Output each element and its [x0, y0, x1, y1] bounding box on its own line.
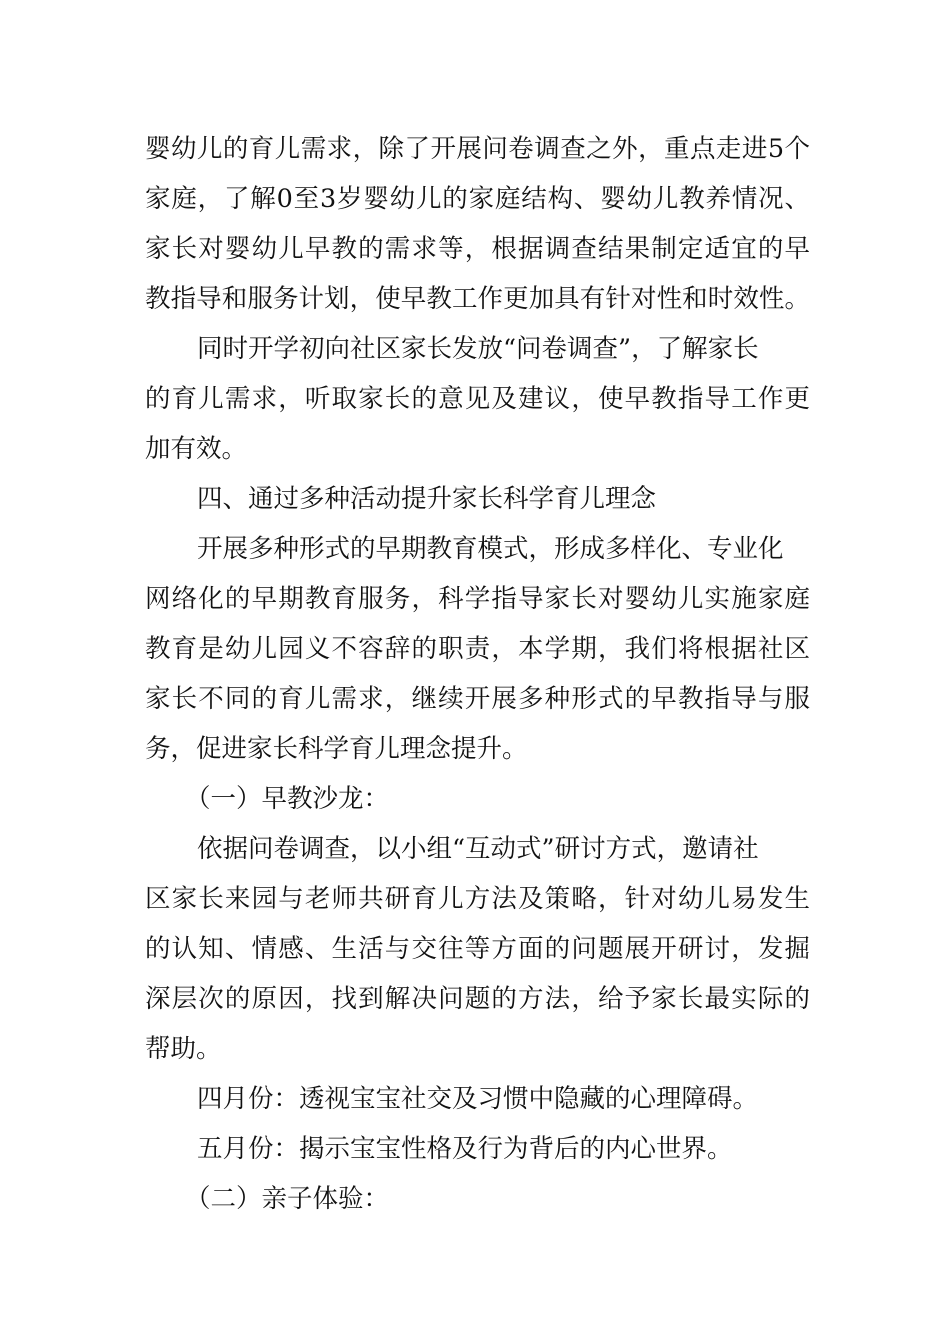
subsection-heading: （一）早教沙龙：	[185, 784, 390, 814]
schedule-item: 五月份：揭示宝宝性格及行为背后的内心世界。	[197, 1134, 733, 1164]
schedule-item: 四月份：透视宝宝社交及习惯中隐藏的心理障碍。	[197, 1084, 759, 1114]
text-line: 网络化的早期教育服务，科学指导家长对婴幼儿实施家庭	[145, 584, 810, 614]
text-line: 同时开学初向社区家长发放“问卷调查”，了解家长	[197, 334, 759, 364]
text-line: 的育儿需求，听取家长的意见及建议，使早教指导工作更	[145, 384, 810, 414]
text-line: 深层次的原因，找到解决问题的方法，给予家长最实际的	[145, 984, 810, 1014]
text-line: 教指导和服务计划，使早教工作更加具有针对性和时效性。	[145, 284, 810, 314]
subsection-heading: （二）亲子体验：	[185, 1184, 390, 1214]
text-line: 依据问卷调查，以小组“互动式”研讨方式，邀请社	[197, 834, 759, 864]
text-line: 加有效。	[145, 434, 248, 464]
text-line: 开展多种形式的早期教育模式，形成多样化、专业化	[197, 534, 784, 564]
text-line: 务，促进家长科学育儿理念提升。	[145, 734, 528, 764]
text-line: 家长不同的育儿需求，继续开展多种形式的早教指导与服	[145, 684, 810, 714]
section-heading: 四、通过多种活动提升家长科学育儿理念	[197, 484, 657, 514]
text-line: 的认知、情感、生活与交往等方面的问题展开研讨，发掘	[145, 934, 810, 964]
text-line: 婴幼儿的育儿需求，除了开展问卷调查之外，重点走进5个	[145, 134, 810, 164]
text-line: 家长对婴幼儿早教的需求等，根据调查结果制定适宜的早	[145, 234, 810, 264]
text-line: 区家长来园与老师共研育儿方法及策略，针对幼儿易发生	[145, 884, 810, 914]
text-line: 家庭，了解0至3岁婴幼儿的家庭结构、婴幼儿教养情况、	[145, 184, 810, 214]
text-line: 教育是幼儿园义不容辞的职责，本学期，我们将根据社区	[145, 634, 810, 664]
text-line: 帮助。	[145, 1034, 222, 1064]
